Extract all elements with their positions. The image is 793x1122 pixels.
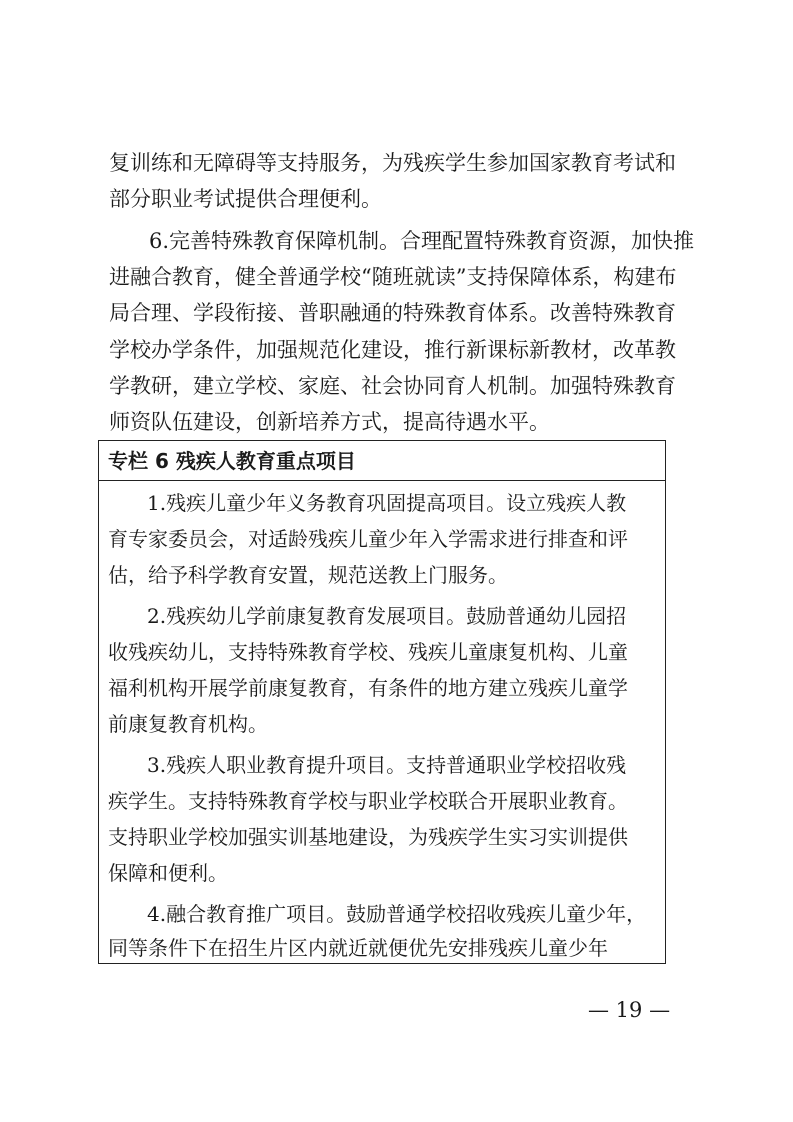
- box-line: 支持职业学校加强实训基地建设，为残疾学生实习实训提供: [108, 825, 628, 849]
- body-line: 6.完善特殊教育保障机制。合理配置特殊教育资源，加快推: [149, 229, 695, 253]
- box-line: 保障和便利。: [108, 861, 228, 885]
- box-line: 4.融合教育推广项目。鼓励普通学校招收残疾儿童少年，: [147, 902, 647, 926]
- box-line: 估，给予科学教育安置，规范送教上门服务。: [108, 563, 508, 587]
- body-line: 复训练和无障碍等支持服务，为残疾学生参加国家教育考试和: [109, 151, 676, 175]
- special-column-box: [98, 440, 666, 964]
- box-line: 福利机构开展学前康复教育，有条件的地方建立残疾儿童学: [108, 676, 628, 700]
- body-line: 师资队伍建设，创新培养方式，提高待遇水平。: [109, 410, 550, 434]
- body-line: 部分职业考试提供合理便利。: [109, 187, 382, 211]
- box-line: 3.残疾人职业教育提升项目。支持普通职业学校招收残: [147, 753, 627, 777]
- box-title-row: [99, 441, 665, 481]
- box-line: 疾学生。支持特殊教育学校与职业学校联合开展职业教育。: [108, 789, 628, 813]
- box-line: 1.残疾儿童少年义务教育巩固提高项目。设立残疾人教: [147, 491, 627, 515]
- box-line: 2.残疾幼儿学前康复教育发展项目。鼓励普通幼儿园招: [147, 604, 627, 628]
- box-line: 前康复教育机构。: [108, 712, 268, 736]
- body-line: 进融合教育，健全普通学校“随班就读”支持保障体系，构建布: [109, 265, 677, 289]
- box-line: 同等条件下在招生片区内就近就便优先安排残疾儿童少年: [108, 936, 608, 960]
- box-line: 收残疾幼儿，支持特殊教育学校、残疾儿童康复机构、儿童: [108, 640, 628, 664]
- body-line: 局合理、学段衔接、普职融通的特殊教育体系。改善特殊教育: [109, 301, 676, 325]
- box-line: 育专家委员会，对适龄残疾儿童少年入学需求进行排查和评: [108, 527, 628, 551]
- body-line: 学校办学条件，加强规范化建设，推行新课标新教材，改革教: [109, 338, 676, 362]
- box-title: 专栏 6 残疾人教育重点项目: [108, 449, 356, 473]
- body-line: 学教研，建立学校、家庭、社会协同育人机制。加强特殊教育: [109, 374, 676, 398]
- page-number: — 19 —: [588, 998, 671, 1022]
